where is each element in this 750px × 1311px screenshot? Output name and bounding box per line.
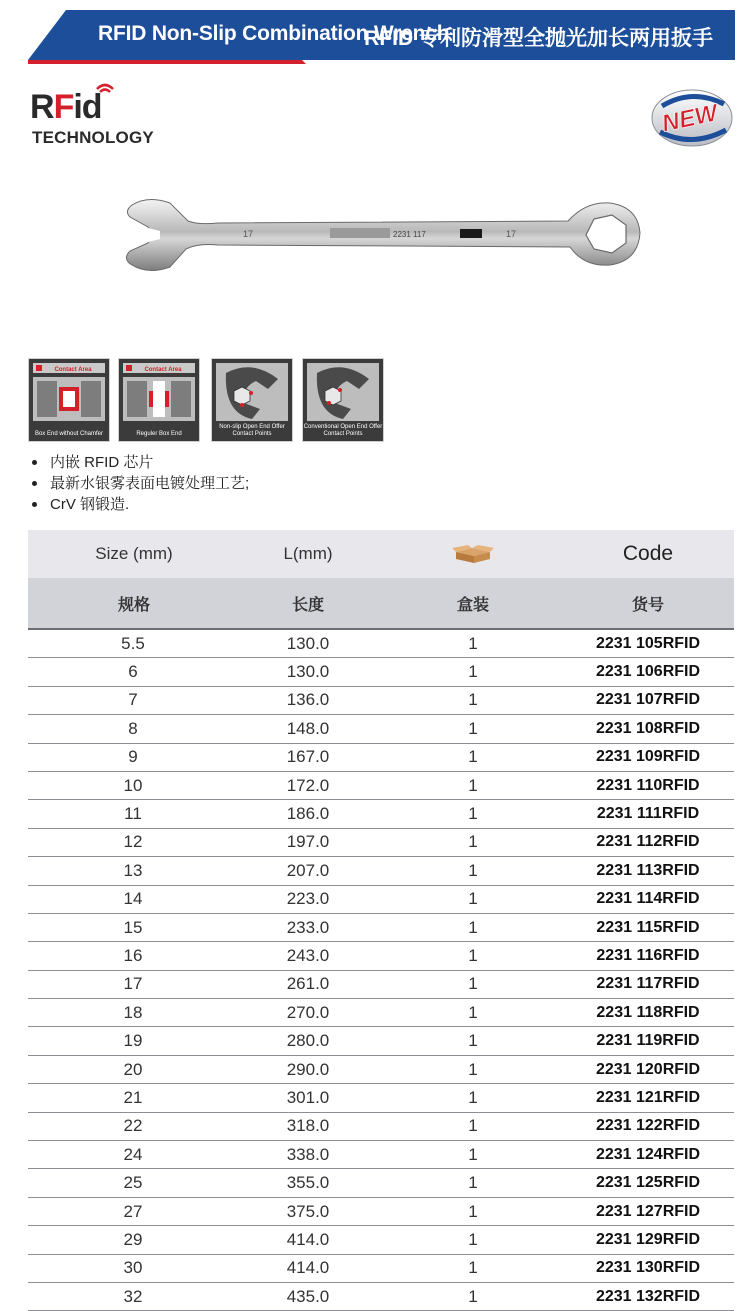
table-row	[28, 914, 734, 942]
cell-size: 30	[123, 1258, 143, 1278]
cell-code: 2231 111RFID	[596, 805, 700, 823]
cell-code: 2231 109RFID	[595, 748, 701, 766]
cell-code: 2231 120RFID	[595, 1060, 701, 1078]
title-banner	[28, 10, 735, 64]
table-row	[28, 1141, 734, 1169]
table-row	[28, 1198, 734, 1226]
cell-box: 1	[468, 1002, 478, 1022]
bullet-item: CrV 钢锻造.	[28, 494, 249, 515]
cell-code: 2231 106RFID	[595, 663, 701, 681]
cell-length: 186.0	[286, 804, 330, 824]
cell-box: 1	[468, 804, 478, 824]
spec-table	[28, 530, 734, 1311]
cell-box: 1	[468, 690, 478, 710]
header-length-en: L(mm)	[283, 544, 333, 563]
table-row	[28, 1283, 734, 1311]
cell-length: 136.0	[286, 690, 330, 710]
banner-title-cn: RFID 专利防滑型全抛光加长两用扳手	[364, 27, 713, 50]
feature-bullet-list	[28, 452, 249, 515]
cell-length: 243.0	[286, 945, 330, 965]
new-badge	[640, 84, 736, 150]
bullet-item: 内嵌 RFID 芯片	[28, 452, 249, 473]
feature-3-caption: Non-slip Open End Offer Contact Points	[219, 424, 285, 437]
table-row	[28, 687, 734, 715]
cell-size: 32	[123, 1286, 143, 1306]
cell-length: 414.0	[286, 1258, 330, 1278]
cell-length: 148.0	[286, 718, 330, 738]
table-row	[28, 942, 734, 970]
table-row	[28, 630, 734, 658]
cell-code: 2231 119RFID	[596, 1032, 700, 1050]
cell-box: 1	[468, 662, 478, 682]
table-row	[28, 1255, 734, 1283]
feature-2-caption: Reguler Box End	[136, 431, 182, 437]
cell-size: 5.5	[121, 633, 145, 653]
table-row	[28, 800, 734, 828]
cell-size: 24	[123, 1144, 143, 1164]
cell-size: 17	[123, 974, 143, 994]
cell-box: 1	[468, 718, 478, 738]
cell-box: 1	[468, 1173, 478, 1193]
rfid-wordmark: RFid	[30, 88, 102, 126]
cell-length: 167.0	[286, 747, 330, 767]
cell-box: 1	[468, 889, 478, 909]
header-code-cn: 货号	[631, 596, 664, 614]
table-row	[28, 1169, 734, 1197]
cell-size: 22	[123, 1116, 143, 1136]
cell-box: 1	[468, 1229, 478, 1249]
cell-code: 2231 118RFID	[596, 1003, 700, 1021]
header-size-cn: 规格	[117, 596, 150, 614]
cell-length: 172.0	[286, 775, 330, 795]
table-row	[28, 971, 734, 999]
cell-box: 1	[468, 832, 478, 852]
header-box-cn: 盒装	[456, 596, 489, 614]
cell-code: 2231 110RFID	[596, 776, 700, 794]
cell-box: 1	[468, 1031, 478, 1051]
cell-size: 7	[128, 690, 138, 710]
banner-title-en: RFID Non-Slip Combination Wrench	[98, 22, 450, 45]
cell-code: 2231 125RFID	[595, 1174, 701, 1192]
cell-code: 2231 115RFID	[596, 918, 700, 936]
cell-size: 16	[123, 945, 143, 965]
cell-length: 290.0	[286, 1059, 330, 1079]
cell-box: 1	[468, 775, 478, 795]
cell-code: 2231 114RFID	[596, 890, 700, 908]
cell-code: 2231 113RFID	[596, 861, 700, 879]
cell-length: 223.0	[286, 889, 330, 909]
cell-size: 18	[123, 1002, 143, 1022]
cell-size: 27	[123, 1201, 143, 1221]
cell-length: 197.0	[286, 832, 330, 852]
header-length-cn: 长度	[291, 596, 324, 614]
cell-box: 1	[468, 633, 478, 653]
table-row	[28, 857, 734, 885]
cell-length: 130.0	[286, 662, 330, 682]
bullet-item: 最新水银雾表面电镀处理工艺;	[28, 473, 249, 494]
feature-conventional-open-end	[302, 358, 384, 442]
wrench-image	[118, 195, 648, 275]
table-header-cn	[28, 578, 734, 630]
cell-box: 1	[468, 1059, 478, 1079]
cell-box: 1	[468, 1087, 478, 1107]
cell-code: 2231 129RFID	[595, 1230, 701, 1248]
cell-length: 414.0	[286, 1229, 330, 1249]
feature-4-caption: Conventional Open End Offer Contact Points	[303, 424, 383, 437]
cell-length: 318.0	[286, 1116, 330, 1136]
cell-length: 233.0	[286, 917, 330, 937]
table-row	[28, 999, 734, 1027]
cell-code: 2231 112RFID	[596, 833, 700, 851]
cell-code: 2231 122RFID	[595, 1117, 701, 1135]
table-row	[28, 744, 734, 772]
cell-box: 1	[468, 1201, 478, 1221]
feature-1-title: Contact Area	[54, 367, 92, 373]
cell-box: 1	[468, 1144, 478, 1164]
new-badge-text: NEW	[659, 99, 720, 138]
cell-length: 375.0	[286, 1201, 330, 1221]
cell-box: 1	[468, 1116, 478, 1136]
cell-size: 8	[128, 718, 138, 738]
cell-code: 2231 105RFID	[595, 634, 701, 652]
cell-code: 2231 107RFID	[595, 691, 701, 709]
cell-length: 301.0	[286, 1087, 330, 1107]
technology-label: TECHNOLOGY	[32, 128, 154, 147]
cell-size: 29	[123, 1229, 143, 1249]
table-row	[28, 658, 734, 686]
cell-box: 1	[468, 1258, 478, 1278]
cell-size: 11	[124, 804, 142, 824]
cell-length: 207.0	[286, 860, 330, 880]
header-code-en: Code	[622, 542, 674, 565]
cell-size: 21	[123, 1087, 143, 1107]
feature-box-end-without-chamfer	[28, 358, 110, 442]
table-row	[28, 1084, 734, 1112]
table-row	[28, 1027, 734, 1055]
cell-box: 1	[468, 945, 478, 965]
cell-size: 25	[123, 1173, 143, 1193]
rfid-technology-logo	[30, 82, 170, 152]
table-row	[28, 829, 734, 857]
wrench-size-mark-2: 17	[506, 229, 517, 239]
cell-size: 10	[123, 775, 143, 795]
cell-size: 14	[123, 889, 143, 909]
feature-2-title: Contact Area	[144, 367, 182, 373]
cell-box: 1	[468, 974, 478, 994]
cell-length: 355.0	[286, 1173, 330, 1193]
cell-code: 2231 116RFID	[596, 946, 700, 964]
table-body	[28, 630, 734, 1311]
table-row	[28, 1056, 734, 1084]
table-row	[28, 1113, 734, 1141]
cell-size: 19	[123, 1031, 143, 1051]
wrench-model-mark: 2231 117	[393, 230, 426, 239]
header-size-en: Size (mm)	[95, 544, 173, 563]
cell-code: 2231 132RFID	[595, 1287, 701, 1305]
box-icon	[383, 530, 563, 578]
cell-size: 6	[128, 662, 138, 682]
cell-box: 1	[468, 747, 478, 767]
table-row	[28, 1226, 734, 1254]
cell-length: 280.0	[286, 1031, 330, 1051]
cell-length: 338.0	[286, 1144, 330, 1164]
table-header-en	[28, 530, 734, 578]
cell-size: 12	[123, 832, 143, 852]
cell-code: 2231 117RFID	[596, 975, 700, 993]
cell-length: 261.0	[286, 974, 330, 994]
feature-regular-box-end	[118, 358, 200, 442]
cell-length: 270.0	[286, 1002, 330, 1022]
cell-code: 2231 127RFID	[595, 1202, 701, 1220]
table-row	[28, 772, 734, 800]
cell-box: 1	[468, 1286, 478, 1306]
cell-code: 2231 130RFID	[595, 1259, 701, 1277]
cell-size: 13	[123, 860, 143, 880]
cell-length: 435.0	[286, 1286, 330, 1306]
cell-box: 1	[468, 860, 478, 880]
wrench-size-mark-1: 17	[243, 229, 254, 239]
cell-size: 15	[123, 917, 143, 937]
cell-box: 1	[468, 917, 478, 937]
cell-code: 2231 108RFID	[595, 719, 701, 737]
table-row	[28, 715, 734, 743]
cell-size: 9	[128, 747, 138, 767]
feature-1-caption: Box End without Chamfer	[34, 431, 104, 437]
feature-non-slip-open-end	[211, 358, 293, 442]
cell-length: 130.0	[286, 633, 330, 653]
cell-code: 2231 121RFID	[595, 1088, 701, 1106]
cell-size: 20	[123, 1059, 143, 1079]
table-row	[28, 886, 734, 914]
cell-code: 2231 124RFID	[595, 1145, 701, 1163]
